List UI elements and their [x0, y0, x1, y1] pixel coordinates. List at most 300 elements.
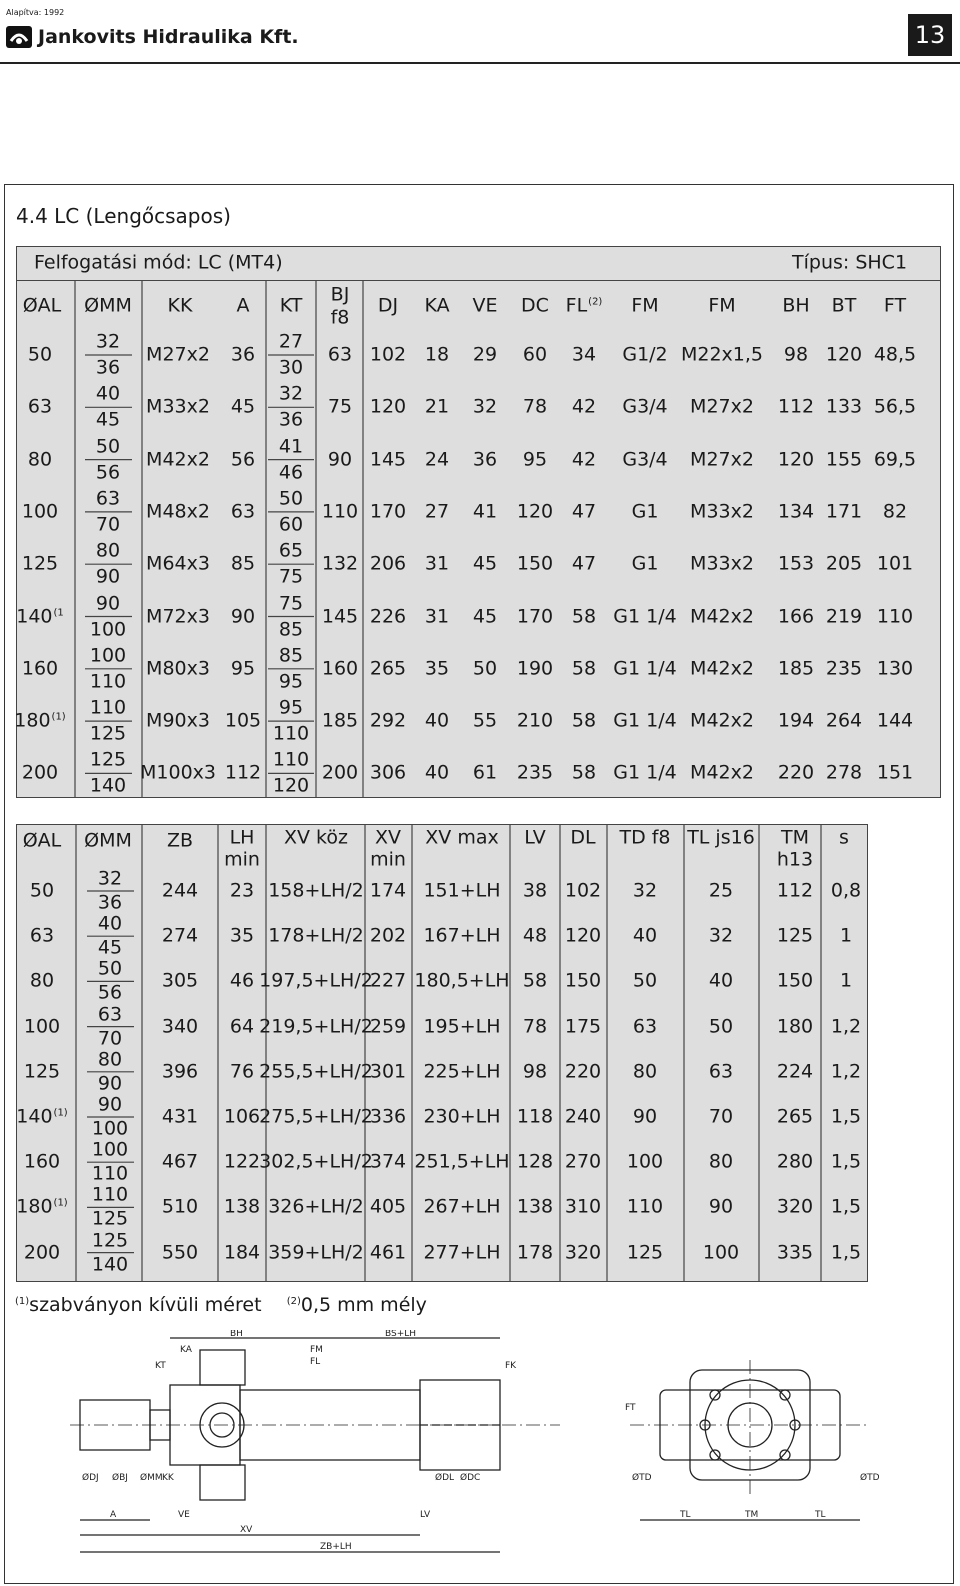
t2-al-value: 140	[16, 1105, 53, 1128]
t1-cell-ft: 82	[882, 500, 908, 523]
t1-al-value: 50	[27, 343, 53, 366]
t1-cell-bj: 185	[321, 709, 359, 732]
footnote-1-mark: (1)	[15, 1296, 30, 1307]
t1-al-value: 180	[14, 709, 51, 732]
t1-cell-fm2: M33x2	[690, 552, 754, 575]
t1-cell-mm: 100	[89, 618, 127, 640]
t2-cell-al	[23, 1150, 61, 1173]
t2-cell-al	[29, 924, 55, 947]
t2-cell-tl: 32	[708, 924, 734, 947]
t1-header-dj: DJ	[377, 294, 399, 317]
t1-cell-ka: 40	[424, 709, 450, 732]
t2-header-mm: ØMM	[84, 829, 132, 852]
t1-cell-mm: 110	[89, 670, 127, 693]
t1-cell-ft: 130	[876, 657, 914, 680]
t2-cell-tl: 50	[708, 1015, 734, 1038]
t1-cell-fm2: M27x2	[690, 395, 754, 418]
t1-cell-fm2: M42x2	[690, 761, 754, 784]
t2-cell-lv: 98	[522, 1060, 548, 1083]
t2-cell-xvmax: 251,5+LH	[414, 1150, 510, 1173]
t1-cell-fm2: M42x2	[690, 657, 754, 680]
t1-cell-kt: 85	[278, 618, 304, 640]
t1-cell-ft: 69,5	[873, 448, 917, 471]
company-brand	[6, 26, 299, 48]
t1-cell-mm: 100	[89, 644, 127, 667]
t1-cell-a: 63	[230, 500, 256, 523]
drawing-label-tl-right: TL	[815, 1510, 826, 1520]
t1-cell-fl: 42	[571, 448, 597, 471]
t1-cell-fm2: M22x1,5	[680, 343, 764, 366]
t1-cell-a: 95	[230, 657, 256, 680]
t1-cell-ve: 36	[472, 448, 498, 471]
t2-cell-zb: 550	[161, 1241, 199, 1264]
t1-cell-fm2: M42x2	[690, 605, 754, 627]
t2-cell-xv: 174	[369, 879, 407, 902]
drawing-label-bs-lh: BS+LH	[385, 1330, 417, 1339]
t1-al-value: 125	[21, 552, 59, 575]
drawing-label-ve: VE	[178, 1510, 190, 1520]
t2-cell-tl: 25	[708, 879, 734, 902]
t2-cell-tm: 320	[776, 1195, 814, 1218]
t1-header-bj-tolerance: f8	[330, 306, 350, 329]
t2-cell-zb: 244	[161, 879, 199, 902]
t2-cell-mm: 100	[91, 1138, 129, 1161]
t2-cell-xv: 227	[369, 969, 407, 992]
t1-cell-fm1: G1 1/4	[613, 605, 677, 627]
t2-cell-mm: 125	[91, 1229, 129, 1252]
t2-header-xvkoz: XV köz	[284, 826, 348, 849]
t1-cell-ka: 24	[424, 448, 450, 471]
t1-cell-ft: 110	[876, 605, 914, 627]
t2-header-s: s	[839, 826, 849, 849]
t2-cell-td: 90	[632, 1105, 658, 1128]
t2-al-value: 100	[23, 1015, 61, 1038]
t1-cell-mm: 90	[95, 565, 121, 588]
t2-cell-td: 80	[632, 1060, 658, 1083]
t1-cell-ft: 48,5	[873, 343, 917, 366]
drawing-label-xv: XV	[240, 1525, 253, 1535]
t2-cell-mm: 90	[97, 1093, 123, 1116]
t2-cell-al	[16, 1105, 68, 1128]
t2-cell-dl: 175	[564, 1015, 602, 1038]
t1-cell-bh: 134	[777, 500, 815, 523]
t1-cell-dc: 78	[522, 395, 548, 418]
t1-header-ft: FT	[883, 294, 907, 317]
footnote-2-mark: (2)	[286, 1296, 301, 1307]
t1-cell-kt: 95	[278, 670, 304, 693]
t2-cell-xvmax: 225+LH	[423, 1060, 501, 1083]
t1-al-note: (1)	[51, 711, 66, 723]
t1-cell-kt: 36	[278, 408, 304, 431]
t1-cell-al	[22, 502, 58, 521]
drawing-label-kt: KT	[155, 1361, 166, 1371]
t1-cell-dj: 102	[369, 343, 407, 366]
t2-cell-tm: 180	[776, 1015, 814, 1038]
mounting-label: Felfogatási mód: LC (MT4)	[34, 251, 283, 274]
t1-cell-kt: 46	[278, 461, 304, 484]
t2-cell-mm: 110	[91, 1162, 129, 1185]
t1-cell-mm: 36	[95, 356, 121, 379]
t1-cell-al	[22, 659, 58, 678]
t1-cell-bj: 132	[321, 552, 359, 575]
t1-cell-bh: 112	[777, 395, 815, 418]
t1-cell-a: 105	[224, 709, 262, 732]
company-name: Jankovits Hidraulika Kft.	[38, 26, 299, 48]
t1-cell-fm1: G1 1/4	[613, 657, 677, 680]
t1-cell-bj: 200	[321, 761, 359, 784]
t1-cell-ka: 18	[424, 343, 450, 366]
t1-cell-a: 90	[230, 605, 256, 627]
t2-cell-xvmax: 167+LH	[423, 924, 501, 947]
t2-cell-lh: 35	[229, 924, 255, 947]
t2-cell-td: 32	[632, 879, 658, 902]
t2-cell-tm: 150	[776, 969, 814, 992]
t2-cell-xvkoz: 219,5+LH/2	[259, 1015, 373, 1038]
t2-cell-dl: 150	[564, 969, 602, 992]
t1-cell-ve: 45	[472, 552, 498, 575]
t1-cell-bh: 120	[777, 448, 815, 471]
t1-cell-bt: 264	[825, 709, 863, 732]
t2-header-zb: ZB	[166, 829, 194, 852]
section-title: 4.4 LC (Lengőcsapos)	[16, 204, 231, 228]
t2-header-lh: LH	[229, 826, 255, 849]
t1-cell-bt: 205	[825, 552, 863, 575]
t1-cell-kt: 110	[272, 722, 310, 745]
t2-cell-xv: 202	[369, 924, 407, 947]
t1-cell-kk: M90x3	[146, 709, 210, 732]
t2-header-dl: DL	[570, 826, 596, 849]
t2-al-note: (1)	[53, 1107, 68, 1119]
t2-cell-lh: 106	[223, 1105, 261, 1128]
t1-cell-ve: 45	[472, 605, 498, 627]
drawing-label-tl-left: TL	[680, 1510, 691, 1520]
t1-cell-al	[16, 607, 64, 626]
t2-cell-xvmax: 267+LH	[423, 1195, 501, 1218]
t1-cell-dc: 120	[516, 500, 554, 523]
drawing-label-fl: FL	[310, 1357, 321, 1367]
t1-header-fm-thread: FM	[708, 294, 736, 317]
t2-cell-mm: 110	[91, 1183, 129, 1206]
t2-cell-lh: 23	[229, 879, 255, 902]
t2-cell-xvmax: 230+LH	[423, 1105, 501, 1128]
t2-cell-zb: 431	[161, 1105, 199, 1128]
t1-cell-ft: 151	[876, 761, 914, 784]
t2-cell-mm: 32	[97, 867, 123, 890]
t2-header-td: TD f8	[619, 826, 671, 849]
drawing-label-obj: ØBJ	[112, 1473, 128, 1483]
t1-cell-mm: 110	[89, 696, 127, 719]
t2-cell-td: 100	[626, 1150, 664, 1173]
t1-cell-mm: 80	[95, 539, 121, 562]
t1-cell-bt: 120	[825, 343, 863, 366]
t1-cell-dc: 235	[516, 761, 554, 784]
t1-cell-bh: 194	[777, 709, 815, 732]
t1-cell-ka: 35	[424, 657, 450, 680]
t1-cell-dj: 120	[369, 395, 407, 418]
t2-cell-zb: 305	[161, 969, 199, 992]
table-1-header-divider	[16, 280, 941, 281]
t2-cell-al	[29, 969, 55, 992]
t1-cell-bt: 235	[825, 657, 863, 680]
t2-cell-lv: 48	[522, 924, 548, 947]
t2-cell-xvmax: 195+LH	[423, 1015, 501, 1038]
t2-cell-al	[24, 1243, 60, 1262]
t2-header-lv: LV	[524, 826, 546, 849]
t2-cell-lh: 64	[229, 1015, 255, 1038]
t2-cell-tm: 125	[776, 924, 814, 947]
t2-cell-xv: 301	[369, 1060, 407, 1083]
t1-cell-fm1: G3/4	[622, 395, 668, 418]
t2-cell-xvmax: 277+LH	[423, 1241, 501, 1264]
t2-al-value: 180	[16, 1195, 53, 1218]
t2-cell-lh: 122	[223, 1150, 261, 1173]
t1-cell-bj: 160	[321, 657, 359, 680]
t1-cell-mm: 63	[95, 487, 121, 510]
t2-al-value: 125	[23, 1060, 61, 1083]
t2-cell-xv: 405	[369, 1195, 407, 1218]
t1-cell-ve: 32	[472, 395, 498, 418]
t2-header-al: ØAL	[22, 829, 62, 852]
footnotes	[14, 1294, 427, 1316]
t1-cell-kt: 75	[278, 565, 304, 588]
t2-cell-s: 1,5	[830, 1150, 862, 1173]
t1-cell-kt: 85	[278, 644, 304, 667]
t2-cell-xvkoz: 359+LH/2	[268, 1241, 364, 1264]
t1-cell-bj: 63	[327, 343, 353, 366]
t2-cell-td: 40	[632, 924, 658, 947]
t1-header-bj: BJ	[330, 283, 350, 306]
t1-cell-kk: M80x3	[146, 657, 210, 680]
t2-cell-s: 1,2	[830, 1060, 862, 1083]
t1-cell-al	[27, 343, 53, 366]
t2-cell-s: 1	[839, 969, 853, 992]
t1-cell-dj: 292	[369, 709, 407, 732]
t1-cell-dc: 95	[522, 448, 548, 471]
t2-al-value: 80	[29, 969, 55, 992]
t2-cell-lv: 78	[522, 1015, 548, 1038]
t2-cell-tl: 90	[708, 1195, 734, 1218]
drawing-label-omm: ØMM	[140, 1473, 163, 1483]
t1-cell-a: 36	[230, 343, 256, 366]
t1-cell-a: 56	[230, 448, 256, 471]
t2-header-tl: TL js16	[687, 826, 755, 849]
t1-cell-dc: 150	[516, 552, 554, 575]
t1-cell-kk: M27x2	[146, 343, 210, 366]
t2-cell-xvkoz: 326+LH/2	[268, 1195, 364, 1218]
t1-cell-mm: 140	[89, 774, 127, 797]
t1-cell-al	[21, 552, 59, 575]
t2-cell-xvkoz: 197,5+LH/2	[259, 969, 373, 992]
t2-cell-td: 63	[632, 1015, 658, 1038]
t1-cell-al	[28, 450, 52, 469]
footnote-2-text: 0,5 mm mély	[300, 1294, 427, 1316]
t1-cell-bh: 98	[783, 343, 809, 366]
drawing-label-ka: KA	[180, 1345, 192, 1355]
t2-header-tm-tolerance: h13	[776, 848, 814, 871]
t2-cell-tm: 112	[776, 879, 814, 902]
t2-al-value: 63	[29, 924, 55, 947]
t2-al-value: 160	[23, 1150, 61, 1173]
t2-cell-mm: 50	[97, 957, 123, 980]
t2-cell-tl: 63	[708, 1060, 734, 1083]
t1-cell-bj: 145	[321, 605, 359, 627]
t1-cell-dc: 190	[516, 657, 554, 680]
t1-cell-dj: 226	[369, 605, 407, 627]
t1-header-dc: DC	[521, 294, 549, 317]
t2-cell-xvkoz: 302,5+LH/2	[259, 1150, 373, 1173]
t1-cell-bt: 155	[825, 448, 863, 471]
t2-cell-tl: 100	[702, 1241, 740, 1264]
t1-cell-kt: 27	[278, 330, 304, 353]
t1-cell-kt: 65	[278, 539, 304, 562]
t1-cell-fl: 58	[571, 657, 597, 680]
t2-cell-xvkoz: 158+LH/2	[268, 879, 364, 902]
t2-cell-tm: 280	[776, 1150, 814, 1173]
drawing-label-lv: LV	[420, 1510, 431, 1520]
t1-cell-fm2: M27x2	[690, 448, 754, 471]
t1-cell-kt: 95	[278, 696, 304, 719]
t1-cell-bj: 110	[321, 500, 359, 523]
t1-cell-kk: M33x2	[146, 395, 210, 418]
footnote-1-text: szabványon kívüli méret	[29, 1294, 262, 1316]
t1-al-note: (1	[53, 607, 64, 618]
t2-header-lh-min: min	[224, 848, 260, 871]
t2-cell-s: 1	[839, 924, 853, 947]
t1-cell-kk: M48x2	[146, 500, 210, 523]
drawing-label-odc: ØDC	[460, 1473, 481, 1483]
t2-cell-xvkoz: 178+LH/2	[268, 924, 364, 947]
t1-header-kt: KT	[279, 294, 303, 317]
t2-cell-td: 110	[626, 1195, 664, 1218]
t1-cell-kt: 60	[278, 513, 304, 536]
t1-cell-al	[14, 709, 66, 732]
drawing-label-otd-right: ØTD	[860, 1473, 880, 1483]
t1-cell-mm: 50	[95, 435, 121, 458]
drawing-label-bh: BH	[230, 1330, 243, 1339]
t2-cell-al	[24, 1062, 60, 1081]
t2-cell-td: 125	[626, 1241, 664, 1264]
t2-cell-mm: 36	[97, 891, 123, 914]
t2-cell-td: 50	[632, 969, 658, 992]
t1-cell-kk: M42x2	[146, 448, 210, 471]
t1-al-value: 160	[21, 657, 59, 680]
t2-cell-xv: 259	[369, 1015, 407, 1038]
t2-cell-tl: 40	[708, 969, 734, 992]
founded-text: Alapítva: 1992	[6, 8, 65, 17]
t1-cell-fl: 47	[571, 552, 597, 575]
t1-cell-fm1: G1	[631, 552, 659, 575]
t1-cell-ka: 31	[424, 552, 450, 575]
t1-header-fl-note: (2)	[588, 296, 603, 308]
t1-cell-fm1: G1	[631, 500, 659, 523]
t1-cell-kt: 50	[278, 487, 304, 510]
t1-cell-fl: 34	[571, 343, 597, 366]
t1-header-mm: ØMM	[84, 294, 132, 317]
t1-header-al: ØAL	[22, 294, 62, 317]
t1-cell-bh: 166	[777, 605, 815, 627]
t2-cell-zb: 396	[161, 1060, 199, 1083]
t2-cell-mm: 63	[97, 1003, 123, 1026]
t2-cell-dl: 120	[564, 924, 602, 947]
t1-cell-ve: 55	[472, 709, 498, 732]
t2-cell-lh: 46	[229, 969, 255, 992]
t2-cell-mm: 100	[91, 1117, 129, 1140]
t2-cell-dl: 320	[564, 1241, 602, 1264]
t1-header-bh: BH	[782, 294, 810, 317]
t1-cell-kk: M64x3	[146, 552, 210, 575]
t2-cell-xvkoz: 275,5+LH/2	[259, 1105, 373, 1128]
t2-cell-xv: 374	[369, 1150, 407, 1173]
drawing-label-odj: ØDJ	[82, 1473, 99, 1483]
t1-cell-bt: 133	[825, 395, 863, 418]
t1-cell-fl: 58	[571, 709, 597, 732]
t1-cell-kt: 110	[272, 748, 310, 771]
t2-cell-al	[24, 1017, 60, 1036]
t1-cell-bt: 171	[825, 500, 863, 523]
t1-header-ka: KA	[424, 294, 450, 317]
t1-al-value: 80	[27, 448, 53, 471]
t2-cell-s: 1,2	[830, 1015, 862, 1038]
t2-cell-mm: 70	[97, 1027, 123, 1050]
t2-cell-mm: 90	[97, 1072, 123, 1095]
t2-cell-lv: 58	[522, 969, 548, 992]
t1-cell-a: 45	[230, 395, 256, 418]
t1-cell-dj: 206	[369, 552, 407, 575]
t2-cell-mm: 56	[97, 981, 123, 1004]
t1-cell-ka: 21	[424, 395, 450, 418]
t1-cell-a: 85	[230, 552, 256, 575]
t1-cell-fl: 42	[571, 395, 597, 418]
drawing-label-fm: FM	[310, 1345, 323, 1355]
t2-cell-dl: 310	[564, 1195, 602, 1218]
t1-cell-kt: 120	[272, 774, 310, 797]
t1-cell-bh: 220	[777, 761, 815, 784]
t2-cell-tl: 70	[708, 1105, 734, 1128]
t1-al-value: 100	[21, 500, 59, 523]
t2-al-note: (1)	[53, 1197, 68, 1209]
t2-cell-dl: 240	[564, 1105, 602, 1128]
t2-cell-xvmax: 180,5+LH	[414, 969, 510, 992]
t1-al-value: 200	[21, 761, 59, 784]
t1-cell-ve: 50	[472, 657, 498, 680]
t1-cell-fm1: G1 1/4	[613, 709, 677, 732]
t2-header-tm: TM	[781, 826, 809, 849]
t1-cell-ka: 27	[424, 500, 450, 523]
t1-cell-ft: 101	[876, 552, 914, 575]
t2-cell-lv: 138	[516, 1195, 554, 1218]
t1-cell-mm: 32	[95, 330, 121, 353]
t2-cell-zb: 510	[161, 1195, 199, 1218]
drawing-label-otd-left: ØTD	[632, 1473, 652, 1483]
drawing-label-kk: KK	[162, 1473, 174, 1483]
t1-cell-fm1: G1 1/4	[613, 761, 677, 784]
t1-cell-kk: M72x3	[146, 605, 210, 627]
t1-header-kk: KK	[167, 294, 193, 317]
t2-cell-mm: 40	[97, 912, 123, 935]
t1-cell-al	[27, 395, 53, 418]
drawing-label-a: A	[110, 1510, 117, 1520]
t2-cell-s: 1,5	[830, 1195, 862, 1218]
t2-cell-s: 1,5	[830, 1105, 862, 1128]
t1-cell-ve: 61	[472, 761, 498, 784]
t1-cell-kt: 41	[278, 435, 304, 458]
t2-cell-dl: 270	[564, 1150, 602, 1173]
t1-cell-kt: 75	[278, 592, 304, 614]
t2-cell-dl: 102	[564, 879, 602, 902]
t2-cell-al	[16, 1195, 68, 1218]
t1-cell-fl: 58	[571, 761, 597, 784]
t2-cell-tl: 80	[708, 1150, 734, 1173]
